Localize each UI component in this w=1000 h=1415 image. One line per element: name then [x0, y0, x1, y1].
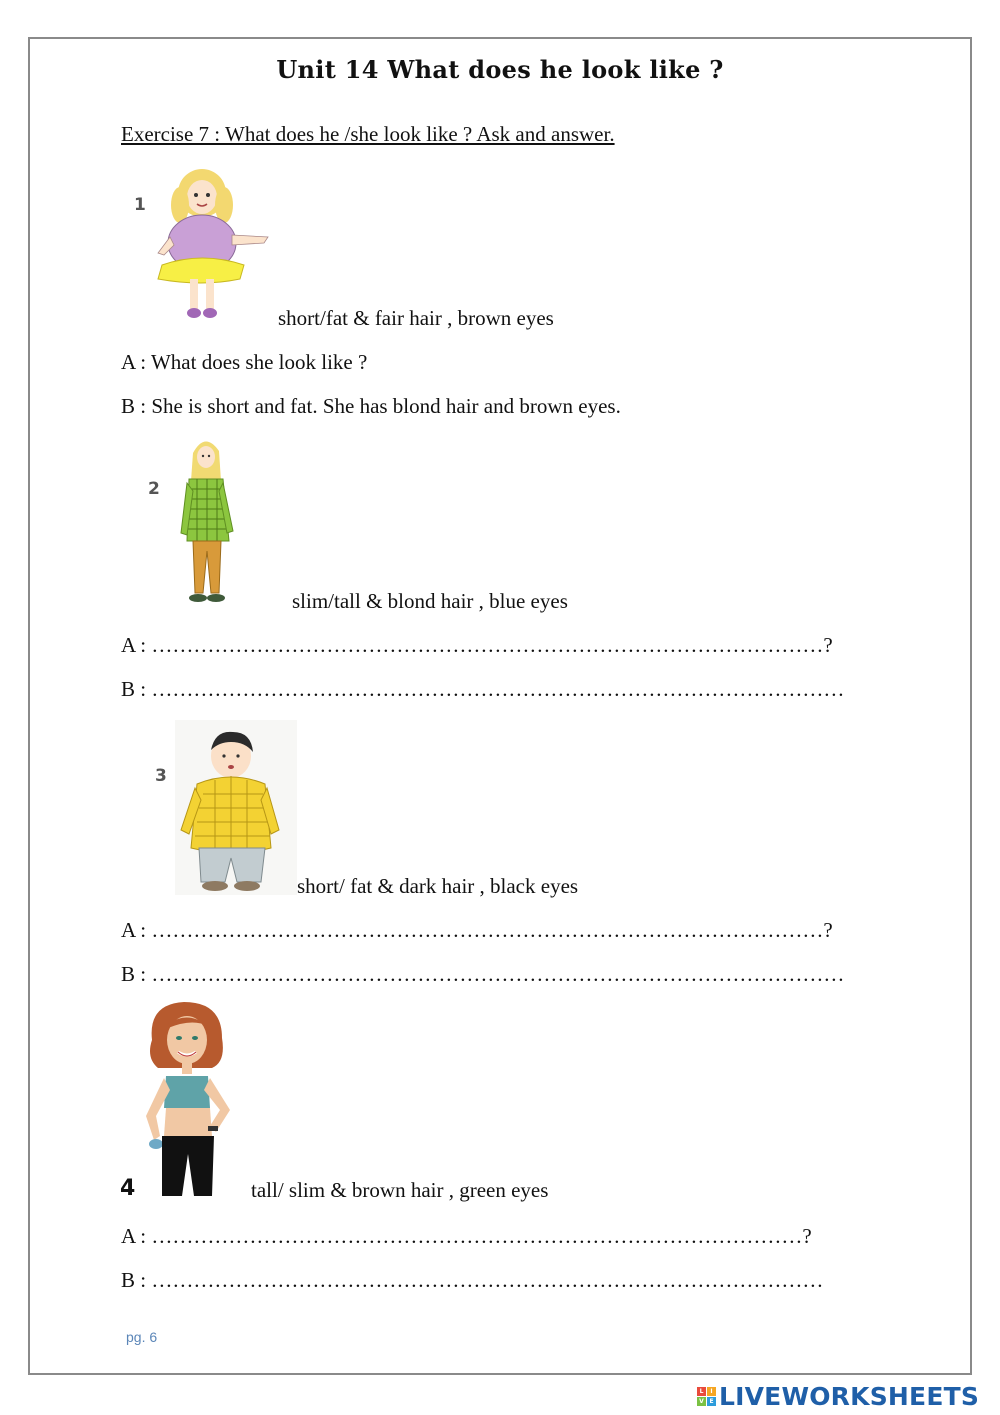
- item-4-question: A : …………………………………………………………………………………?: [121, 1224, 812, 1248]
- liveworksheets-wordmark: LIVEWORKSHEETS: [719, 1381, 980, 1411]
- page-number: pg. 6: [126, 1329, 158, 1345]
- item-2-hint: slim/tall & blond hair , blue eyes: [292, 589, 568, 613]
- liveworksheets-logo: [697, 1381, 979, 1411]
- item-2-question: A : ……………………………………………………………………………………?: [121, 633, 833, 657]
- item-1-question: A : What does she look like ?: [121, 350, 368, 374]
- item-1-hint: short/fat & fair hair , brown eyes: [278, 306, 554, 330]
- figure-girl-slim-tall: [175, 433, 245, 608]
- page-title: Unit 14 What does he look like ?: [276, 55, 724, 84]
- figure-woman-tall-slim: [132, 998, 252, 1198]
- exercise-heading: Exercise 7 : What does he /she look like ? Ask and answer.: [121, 122, 615, 146]
- item-1-answer: B : She is short and fat. She has blond hair and brown eyes.: [121, 394, 621, 418]
- item-3-answer: B : ………………………………………………………………………………………: [121, 962, 845, 986]
- liveworksheets-logo-icon: L I V E: [697, 1387, 716, 1406]
- item-3-question: A : ……………………………………………………………………………………?: [121, 918, 833, 942]
- figure-boy-short-fat: [175, 720, 297, 895]
- item-4-hint: tall/ slim & brown hair , green eyes: [251, 1178, 549, 1202]
- item-2-answer: B : ………………………………………………………………………………………: [121, 677, 845, 701]
- item-number-2: 2: [148, 479, 160, 499]
- figure-girl-short-fat: [140, 165, 270, 325]
- item-number-1: 1: [134, 195, 146, 215]
- item-3-hint: short/ fat & dark hair , black eyes: [297, 874, 579, 898]
- item-4-answer: B : ……………………………………………………………………………………: [121, 1268, 824, 1292]
- item-number-4: 4: [120, 1176, 136, 1201]
- item-number-3: 3: [155, 766, 167, 786]
